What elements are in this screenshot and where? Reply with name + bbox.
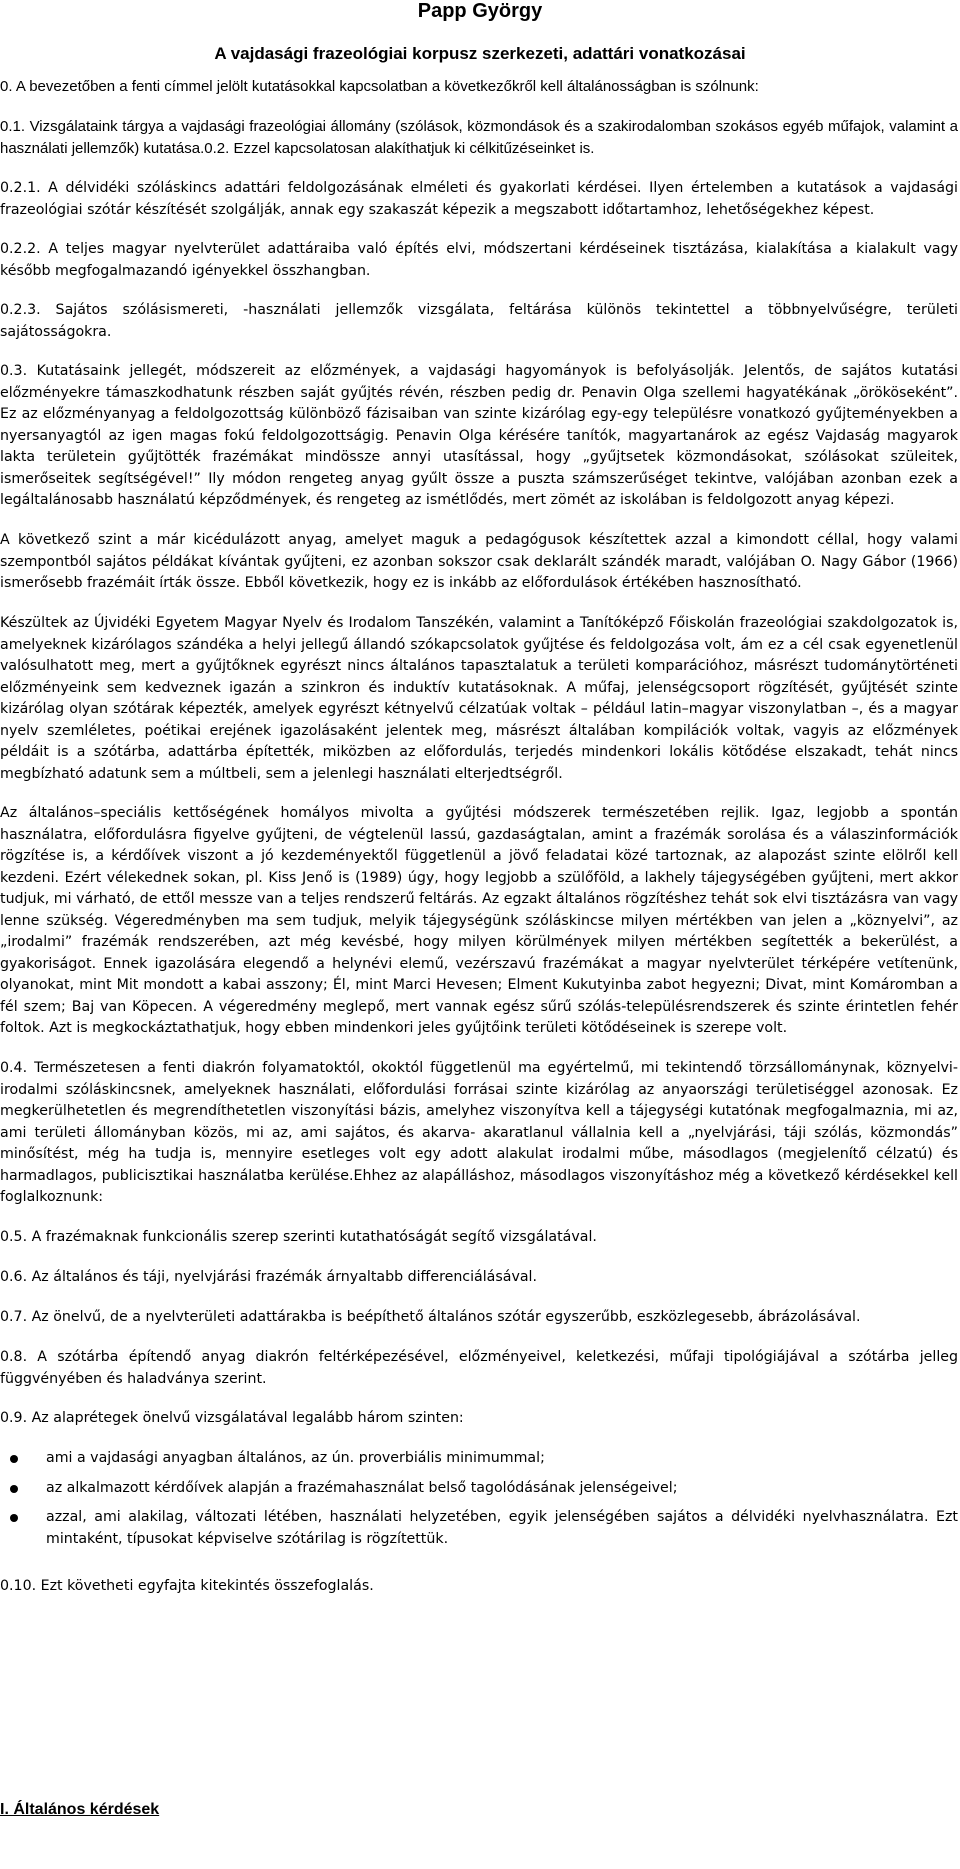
- bullet-dot-icon: [10, 1514, 18, 1522]
- bullet-item: [0, 1448, 958, 1470]
- bullet-item: [0, 1507, 958, 1550]
- paragraph-0-8: 0.8. A szótárba építendő anyag diakrón feltérképezésével, előzményeivel, keletkezési, műfaji tipológiájával a szótárba jelleg függvényében és haladványa szerint.: [0, 1349, 958, 1387]
- paragraph-0-4: 0.4. Természetesen a fenti diakrón folyamatoktól, okoktól függetlenül ma egyértelmű, mi tekintendő törzsállománynak, köznyelvi-irodalmi szóláskincsnek, amelyeknek használati, előfordulási forrásai szinte kizárólag az anyaországi területiséggel azonosak. Ez megkerülhetetlen és megrendíthetetlen viszonyítási bázis, amelyhez viszonyítva kell a tájegységi kutatónak megfogalmaznia, mi az, ami területi állományban közös, mi az, ami sajátos, és akarva- akaratlanul vállalnia kell a „nyelvjárási, táji szólás, közmondás” minősítést, még ha tudja is, mennyire esetleges volt egy adott alakulat irodalmi műbe, másodlagos (megjelenítő célzatú) és harmadlagos, publicisztikai használatba kerülése.Ehhez az alapálláshoz, másodlagos viszonyításhoz még a következő kérdésekkel kell foglalkoznunk:: [0, 1060, 958, 1205]
- paragraph-0-1: 0.1. Vizsgálataink tárgya a vajdasági frazeológiai állomány (szólások, közmondások és a szakirodalomban szokásos egyéb műfajok, valamint a használati jellemzők) kutatása.0.2. Ezzel kapcsolatosan alakíthatjuk ki célkitűzéseinket is.: [0, 118, 958, 157]
- paragraph-0-3-b: A következő szint a már kicédulázott anyag, amelyet maguk a pedagógusok készítettek azzal a kimondott céllal, hogy valami szempontból sajátos példákat kívántak gyűjteni, ez azonban sokszor csak deklarált szándék maradt, valójában O. Nagy Gábor (1966) ismerősebb frazémáit írták össze. Ebből következik, hogy ez is inkább az előfordulások értékében hasznosítható.: [0, 532, 958, 591]
- bullet-dot-icon: [10, 1485, 18, 1493]
- bullet-item: [0, 1478, 958, 1500]
- paragraph-0-6: 0.6. Az általános és táji, nyelvjárási frazémák árnyaltabb differenciálásával.: [0, 1269, 538, 1285]
- paragraph-0-5: 0.5. A frazémaknak funkcionális szerep szerinti kutathatóságát segítő vizsgálatával.: [0, 1229, 597, 1245]
- paragraph-0-2-2: 0.2.2. A teljes magyar nyelvterület adattáraiba való építés elvi, módszertani kérdéseinek tisztázása, kialakítása a kialakult vagy később megfogalmazandó igényekkel összhangban.: [0, 241, 958, 279]
- paragraph-0-10: 0.10. Ezt követheti egyfajta kitekintés összefoglalás.: [0, 1578, 374, 1594]
- paragraph-0-3-c: Készültek az Újvidéki Egyetem Magyar Nyelv és Irodalom Tanszékén, valamint a Tanítóképző Főiskolán frazeológiai szakdolgozatok is, amelyeknek kizárólagos szándéka a helyi jellegű állandó szókapcsolatok gyűjtése és feldolgozása volt, ám ez a cél csak egyenetlenül valósulhatott meg, mert a gyűjtőknek egyrészt nincs általános tapasztalatuk a területi komparációhoz, másrészt tudománytörténeti előzményeink sem kedveznek igazán a szinkron és induktív kutatásoknak. A műfaj, jelenségcsoport rögzítését, gyűjtését szinte kizárólag olyan szótárak képezték, amelyek egyrészt kétnyelvű célzatúak voltak – például latin–magyar viszonylatban –, és a magyar nyelv szemléletes, poétikai erejének igazolásaként jelentek meg, másrészt általában kompilációk voltak, vagyis az előzmények példáit is a szótárba, adattárba építették, miközben az előfordulás, terjedés mindenkori lokális kötődése elszakadt, tehát nincs megbízható adatunk sem a múltbeli, sem a jelenlegi használati elterjedtségről.: [0, 615, 958, 782]
- bullet-list: [0, 1448, 958, 1558]
- bullet-text: az alkalmazott kérdőívek alapján a frazémahasználat belső tagolódásának jelenségeivel;: [46, 1479, 678, 1496]
- paragraph-0-9: 0.9. Az alaprétegek önelvű vizsgálatával legalább három szinten:: [0, 1410, 464, 1426]
- paragraph-0-2-3: 0.2.3. Sajátos szólásismereti, -használati jellemzők vizsgálata, feltárása különös tekintettel a többnyelvűségre, területi sajátosságokra.: [0, 302, 958, 340]
- paragraph-0-7: 0.7. Az önelvű, de a nyelvterületi adattárakba is beépíthető általános szótár egyszerűbb, eszközlegesebb, ábrázolásával.: [0, 1309, 861, 1325]
- section-heading: I. Általános kérdések: [0, 1801, 160, 1818]
- bullet-text: ami a vajdasági anyagban általános, az ún. proverbiális minimummal;: [46, 1450, 545, 1466]
- bullet-text: azzal, ami alakilag, változati létében, használati helyzetében, egyik jelenségében sajátos a délvidéki nyelvhasználatra. Ezt mintaként, típusokat képviselve szótárilag is rögzítettük.: [46, 1509, 958, 1547]
- paragraph-0: 0. A bevezetőben a fenti címmel jelölt kutatásokkal kapcsolatban a következőkről kell általánosságban is szólnunk:: [0, 78, 759, 95]
- paragraph-0-3: 0.3. Kutatásaink jellegét, módszereit az előzmények, a vajdasági hagyományok is befolyásolják. Jelentős, de sajátos kutatási előzményekre támaszkodhatunk részben saját gyűjtés révén, részben pedig dr. Penavin Olga szellemi hagyatékának „örököseként”. Ez az előzményanyag a feldolgozottság különböző fázisaiban van szinte kizárólag egy-egy településre vonatkozó gyűjteményekben a nyersanyagtól az igen magas fokú feldolgozottságig. Penavin Olga kérésére tanítók, magyartanárok az egész Vajdaság magyarok lakta területein gyűjtötték frazémákat mindössze annyi utasítással, hogy „gyűjtsetek közmondásokat, szólásokat szüleitek, ismerőseitek segítségével!” Ily módon rengeteg anyag gyűlt össze a puszta számszerűséget tekintve, valójában azonban ezek a legáltalánosabb használatú képződmények, és rengeteg az ismétlődés, mert zömét az iskolában is feldolgozott anyag képezi.: [0, 363, 958, 508]
- bullet-dot-icon: [10, 1455, 18, 1463]
- document-subtitle: A vajdasági frazeológiai korpusz szerkezeti, adattári vonatkozásai: [214, 44, 746, 63]
- paragraph-0-3-d: Az általános–speciális kettőségének homályos mivolta a gyűjtési módszerek természetében rejlik. Igaz, legjobb a spontán használatra, előfordulásra figyelve gyűjteni, de végtelenül lassú, gazdaságtalan, amint a frazémák sorolása és a válaszinformációk rögzítése is, a kérdőívek viszont a jó kezdeményektől függetlenül a jövő feladatai közé tartoznak, az alapozást szinte elölről kell kezdeni. Ezért vélekednek sokan, pl. Kiss Jenő is (1989) úgy, hogy legjobb a szülőföld, a lakhely tájegységében gyűjteni, mert akkor tudjuk, mi várható, de ettől messze van a teljes rendszerű feltárás. Az egzakt általános rögzítéshez tehát sok elvi tisztázásra van vagy lenne szükség. Végeredményben ma sem tudjuk, melyik tájegységünk szóláskincse milyen mértékben van jelen a „köznyelvi”, az „irodalmi” frazémák rendszerében, azt még kevésbé, hogy milyen körülmények milyen mértékben segítették a bekerülést, a gyakoriságot. Ennek igazolására elegendő a helynévi elemű, vezérszavú frazémákat a magyar nyelvterület térképére vetítenünk, olyanokat, mint Mit mondott a kabai asszony; Él, mint Marci Hevesen; Elment Kukutyinba zabot hegyezni; Divat, mint Komáromban a fél szem; Baj van Köpecen. A végeredmény meglepő, mert vannak egész sűrű szólás-településrendszerek és szinte érintetlen fehér foltok. Azt is megkockáztathatjuk, hogy ebben mindenkori jeles gyűjtőink területi kötődéseinek is szerepe volt.: [0, 805, 958, 1036]
- paragraph-0-2-1: 0.2.1. A délvidéki szóláskincs adattári feldolgozásának elméleti és gyakorlati kérdései. Ilyen értelemben a kutatások a vajdasági frazeológiai szótár készítését szolgálják, annak egy szakaszát képezik a megszabott időtartamhoz, lehetőségekhez képest.: [0, 180, 958, 218]
- author-title: Papp György: [417, 0, 543, 22]
